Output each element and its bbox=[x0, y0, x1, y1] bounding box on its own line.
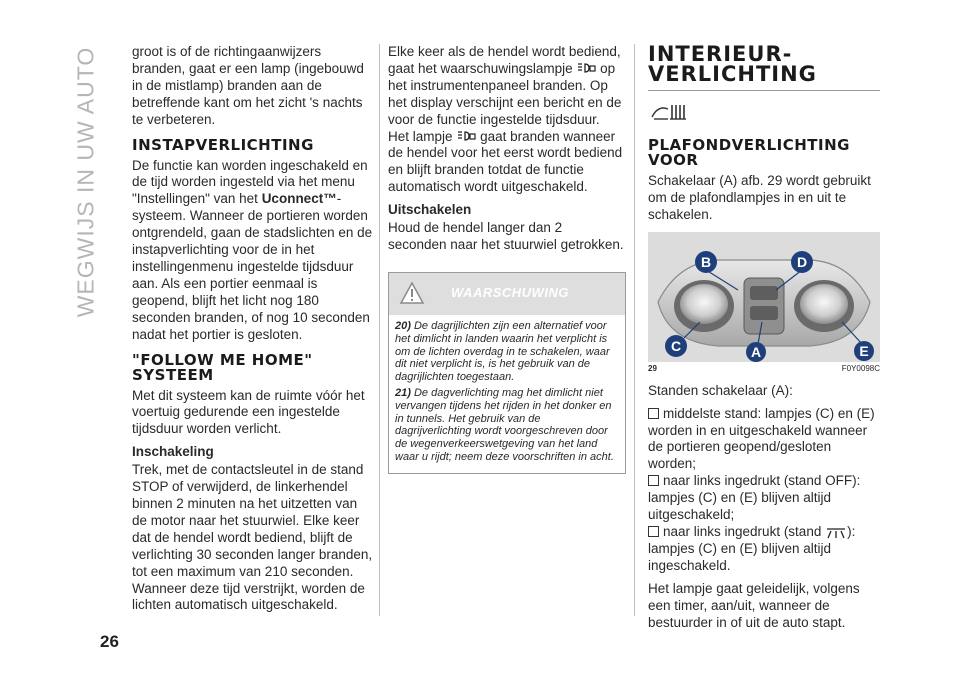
follow-me-home-heading: "FOLLOW ME HOME" SYSTEEM bbox=[132, 350, 313, 384]
section-rule bbox=[648, 90, 880, 91]
warning-text: De dagrijlichten zijn een alternatief voor het dimlicht in landen waarin het verplicht is om de lichten overdag in te schakelen, waar dit niet verplicht is, is het gebruik van de dagrijlichten toegestaan. bbox=[395, 319, 610, 384]
bullet-item-middle bbox=[648, 406, 880, 474]
plafondverlichting-heading: PLAFONDVERLICHTING VOOR bbox=[648, 136, 850, 169]
figure-number: 29 bbox=[648, 363, 657, 373]
ceiling-light-photo bbox=[648, 232, 880, 362]
callout-c bbox=[665, 335, 687, 357]
follow-me-home-paragraph: Met dit systeem kan de ruimte vóór het voertuig gedurende een ingestelde tijdsduur worden verlicht. bbox=[132, 387, 365, 437]
warning-box bbox=[388, 272, 626, 474]
warning-item-20 bbox=[395, 320, 619, 384]
callout-b bbox=[695, 251, 717, 273]
text-b: op het instrumentenpaneel branden. Op het display verschijnt een bericht en de voor de functie ingestelde tijdsduur. Het lampje bbox=[388, 60, 622, 144]
instapverlichting-heading: INSTAPVERLICHTING bbox=[132, 135, 314, 154]
instapverlichting-paragraph bbox=[132, 158, 374, 344]
chapter-title-text: WEGWIJS IN UW AUTO bbox=[72, 46, 99, 318]
callout-d bbox=[791, 251, 813, 273]
text-a: Elke keer als de hendel wordt bediend, gaat het waarschuwingslampje bbox=[388, 44, 621, 76]
warning-triangle-icon bbox=[399, 281, 425, 305]
bullet-icon bbox=[648, 408, 659, 419]
bullet-text: ): lampjes (C) en (E) blijven altijd ingeschakeld. bbox=[648, 523, 856, 573]
inst-text-a: De functie kan worden ingeschakeld en de tijd worden ingesteld via het menu "Instellingen" van het bbox=[132, 157, 368, 207]
svg-text:C: C bbox=[670, 337, 682, 354]
column-1 bbox=[132, 44, 374, 620]
svg-text:A: A bbox=[750, 343, 762, 360]
bullet-text: naar links ingedrukt (stand OFF): lampjes (C) en (E) blijven altijd uitgeschakeld; bbox=[648, 473, 861, 523]
column-2 bbox=[388, 44, 624, 474]
bullet-item-on bbox=[648, 524, 880, 575]
warning-header bbox=[389, 273, 625, 315]
timer-paragraph: Het lampje gaat geleidelijk, volgens een timer, aan/uit, wanneer de bestuurder in of uit de auto stapt. bbox=[648, 580, 860, 630]
uconnect-term: Uconnect™ bbox=[261, 191, 337, 207]
bullet-text: naar links ingedrukt (stand bbox=[663, 523, 822, 539]
column-divider bbox=[379, 44, 380, 616]
column-3 bbox=[648, 44, 880, 637]
chapter-side-title bbox=[66, 46, 106, 318]
warning-body bbox=[389, 315, 625, 473]
warning-text: De dagverlichting mag het dimlicht niet vervangen tijdens het rijden in het donker en in tunnels. Het gebruik van de dagrijverlichting wordt voorgeschreven door de wegenverkeerswetgeving van het land waar u rijdt; neem deze voorschriften in acht. bbox=[395, 386, 614, 463]
warning-num: 21) bbox=[395, 386, 411, 399]
callout-a bbox=[746, 342, 766, 362]
column-divider bbox=[634, 44, 635, 616]
warning-item-21 bbox=[395, 387, 619, 464]
uitschakelen-heading: Uitschakelen bbox=[388, 202, 472, 218]
intro-paragraph: groot is of de richtingaanwijzers branden, gaat er een lamp (ingebouwd in de mistlamp) branden aan de betreffende kant om het zicht 's nachts te verbeteren. bbox=[132, 44, 364, 127]
bullet-text: middelste stand: lampjes (C) en (E) worden in en uitgeschakeld wanneer de portieren geopend/gesloten worden; bbox=[648, 405, 875, 472]
inschakeling-heading: Inschakeling bbox=[132, 444, 214, 460]
warning-num: 20) bbox=[395, 319, 411, 332]
svg-text:D: D bbox=[796, 253, 808, 270]
standen-heading: Standen schakelaar (A): bbox=[648, 382, 793, 398]
follow-me-home-continued bbox=[388, 44, 624, 196]
follow-me-home-indicator-icon bbox=[576, 62, 596, 76]
figure-caption bbox=[648, 364, 880, 373]
warning-label: WAARSCHUWING bbox=[451, 284, 569, 300]
svg-text:E: E bbox=[859, 342, 869, 359]
bullet-icon bbox=[648, 475, 659, 486]
page-number: 26 bbox=[100, 632, 119, 651]
text-c: gaat branden wanneer de hendel voor het eerst wordt bediend en blijft branden totdat de functie automatisch wordt uitgeschakeld. bbox=[388, 128, 623, 195]
figure-code: F0Y0098C bbox=[841, 363, 880, 373]
bullet-icon bbox=[648, 526, 659, 537]
plafondverlichting-paragraph: Schakelaar (A) afb. 29 wordt gebruikt om de plafondlampjes in en uit te schakelen. bbox=[648, 173, 871, 222]
inschakeling-paragraph: Trek, met de contactsleutel in de stand STOP of verwijderd, de linkerhendel binnen 2 minuten na het uitzetten van de motor naar het stuurwiel. Elke keer dat de hendel wordt bediend, blijft de verlichting 30 seconden langer branden, tot een maximum van 210 seconden. Wanneer deze tijd verstrijkt, worden de lichten automatisch uitgeschakeld. bbox=[132, 462, 373, 613]
section-title-line-2: VERLICHTING bbox=[648, 62, 817, 86]
callout-e bbox=[854, 341, 874, 361]
svg-text:B: B bbox=[700, 253, 712, 270]
section-title-line-1: INTERIEUR- bbox=[648, 42, 793, 66]
inst-text-b: -systeem. Wanneer de portieren worden ontgrendeld, gaan de stadslichten en de instapverlichting voor de in het instellingenmenu ingestelde tijdsduur aan. Als een portier eenmaal is geopend, blijft het licht nog 180 seconden branden, of nog 10 seconden nadat het portier is gesloten. bbox=[132, 191, 373, 342]
interior-lamp-icon bbox=[648, 101, 694, 123]
figure-29-ceiling-light bbox=[648, 232, 880, 362]
follow-me-home-indicator-icon bbox=[456, 130, 476, 144]
uitschakelen-paragraph: Houd de hendel langer dan 2 seconden naar het stuurwiel getrokken. bbox=[388, 220, 624, 253]
lamp-on-symbol-icon bbox=[825, 527, 847, 539]
bullet-item-off bbox=[648, 473, 880, 524]
